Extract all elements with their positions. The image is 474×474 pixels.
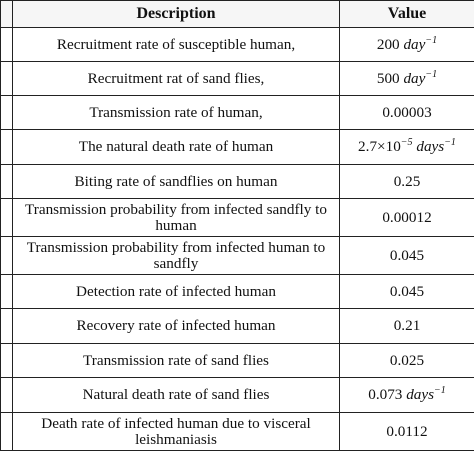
table-row xyxy=(1,378,474,413)
description-cell xyxy=(13,130,340,165)
value-number: 0.073 xyxy=(368,386,407,403)
value-cell xyxy=(340,309,474,344)
unit-exponent: −1 xyxy=(425,34,438,46)
value-number: 0.0112 xyxy=(386,422,428,440)
value-cell xyxy=(340,378,474,413)
table-row xyxy=(1,199,474,237)
description-text: Transmission rate of human, xyxy=(89,103,263,121)
table-row xyxy=(1,413,474,451)
value-unit: day xyxy=(403,35,426,53)
value-number: 0.025 xyxy=(389,351,425,369)
table-row xyxy=(1,237,474,275)
value-number: 200 xyxy=(376,35,404,53)
value-number: 0.25 xyxy=(393,172,421,190)
row-gutter xyxy=(1,413,13,451)
unit-exponent: −1 xyxy=(444,137,456,148)
value-cell xyxy=(340,130,474,165)
description-text: Recovery rate of infected human xyxy=(76,317,276,334)
description-cell xyxy=(13,344,340,378)
unit-exponent: −1 xyxy=(425,68,438,80)
table-row xyxy=(1,275,474,309)
value-cell xyxy=(340,28,474,62)
value-number: 0.21 xyxy=(393,317,421,334)
description-text: Transmission probability from infected human to sandfly xyxy=(26,238,326,272)
description-text: Recruitment rat of sand flies, xyxy=(87,69,265,87)
description-cell xyxy=(13,413,340,451)
description-text: The natural death rate of human xyxy=(78,138,274,155)
value-cell xyxy=(340,344,474,378)
value-cell xyxy=(340,165,474,199)
value-number: 0.00003 xyxy=(382,103,432,121)
table-row xyxy=(1,62,474,96)
table-row xyxy=(1,309,474,344)
value-number: 0.00012 xyxy=(382,208,432,226)
column-header-value: Value xyxy=(340,1,474,28)
table-row xyxy=(1,28,474,62)
row-gutter xyxy=(1,96,13,130)
row-gutter xyxy=(1,130,13,165)
row-gutter xyxy=(1,199,13,237)
description-cell xyxy=(13,28,340,62)
value-cell xyxy=(340,237,474,275)
description-text: Transmission rate of sand flies xyxy=(83,351,269,369)
row-gutter xyxy=(1,275,13,309)
value-unit: day xyxy=(403,69,426,87)
description-cell xyxy=(13,165,340,199)
value-exponent: −5 xyxy=(400,137,413,148)
column-header-description: Description xyxy=(13,1,340,28)
value-number: 0.045 xyxy=(389,246,425,264)
description-cell xyxy=(13,199,340,237)
value-unit: days xyxy=(406,386,435,403)
value-unit: days xyxy=(412,138,445,155)
table-row xyxy=(1,165,474,199)
table-row xyxy=(1,344,474,378)
description-text: Transmission probability from infected sandfly to human xyxy=(25,200,327,234)
description-cell xyxy=(13,309,340,344)
description-text: Biting rate of sandflies on human xyxy=(74,172,278,190)
table-row xyxy=(1,130,474,165)
row-gutter xyxy=(1,378,13,413)
table-header-row xyxy=(1,1,474,28)
value-cell xyxy=(340,96,474,130)
value-cell xyxy=(340,275,474,309)
table-row xyxy=(1,96,474,130)
description-cell xyxy=(13,96,340,130)
value-number: 2.7×10 xyxy=(358,138,401,155)
value-number: 0.045 xyxy=(389,282,425,300)
description-cell xyxy=(13,237,340,275)
description-text: Recruitment rate of susceptible human, xyxy=(56,35,296,53)
row-gutter xyxy=(1,165,13,199)
row-gutter xyxy=(1,237,13,275)
row-gutter xyxy=(1,344,13,378)
description-cell xyxy=(13,275,340,309)
row-gutter xyxy=(1,28,13,62)
description-cell xyxy=(13,62,340,96)
value-number: 500 xyxy=(376,69,404,87)
description-text: Detection rate of infected human xyxy=(76,282,276,300)
row-gutter xyxy=(1,1,13,28)
description-text: Natural death rate of sand flies xyxy=(82,386,270,403)
row-gutter xyxy=(1,62,13,96)
unit-exponent: −1 xyxy=(434,385,446,396)
value-cell xyxy=(340,62,474,96)
description-cell xyxy=(13,378,340,413)
value-cell xyxy=(340,199,474,237)
value-cell xyxy=(340,413,474,451)
description-text: Death rate of infected human due to visceral leishmaniasis xyxy=(41,414,311,448)
row-gutter xyxy=(1,309,13,344)
